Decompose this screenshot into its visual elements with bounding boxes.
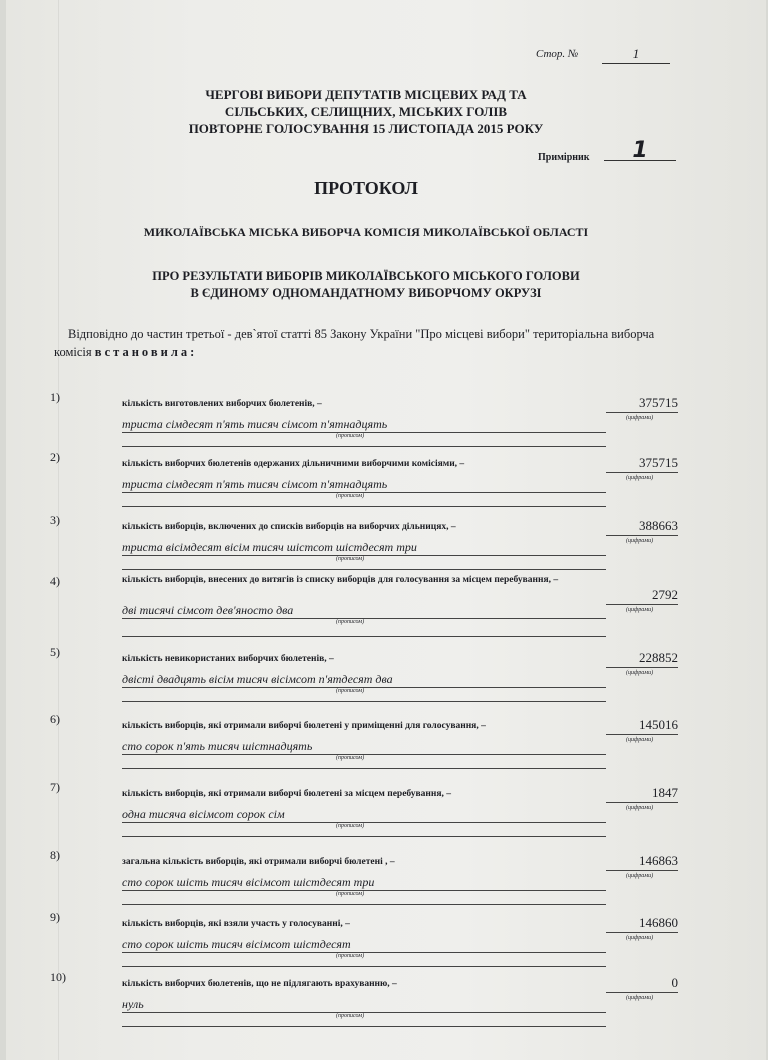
item-label: загальна кількість виборців, які отримали виборчі бюлетені , – bbox=[122, 857, 395, 867]
blank-rule bbox=[122, 446, 606, 447]
item-label: кількість виготовлених виборчих бюлетенів, – bbox=[122, 399, 322, 409]
item-number: 8) bbox=[50, 848, 60, 862]
item-label: кількість виборців, які взяли участь у голосуванні, – bbox=[122, 919, 350, 929]
words-caption: (прописом) bbox=[336, 688, 365, 694]
title-line: СІЛЬСЬКИХ, СЕЛИЩНИХ, МІСЬКИХ ГОЛІВ bbox=[224, 104, 508, 119]
item-value-digits: 375715 bbox=[606, 454, 678, 473]
item-value-digits: 1847 bbox=[606, 784, 678, 803]
item-label: кількість виборців, внесених до витягів із списку виборців для голосування за місцем перебування, – bbox=[122, 575, 559, 585]
copy-label: Примірник bbox=[538, 152, 590, 163]
words-caption: (прописом) bbox=[336, 493, 365, 499]
item-number: 9) bbox=[50, 910, 60, 924]
item-value-digits: 146863 bbox=[606, 852, 678, 871]
protocol-page bbox=[6, 0, 766, 1060]
blank-rule bbox=[122, 701, 606, 702]
digits-caption: (цифрами) bbox=[626, 475, 654, 481]
item-number: 5) bbox=[50, 645, 60, 659]
words-caption: (прописом) bbox=[336, 619, 365, 625]
subject-line: В ЄДИНОМУ ОДНОМАНДАТНОМУ ВИБОРЧОМУ ОКРУЗІ bbox=[190, 286, 542, 300]
digits-caption: (цифрами) bbox=[626, 995, 654, 1001]
blank-rule bbox=[122, 636, 606, 637]
item-value-words: сто сорок шість тисяч вісімсот шістдесят три bbox=[122, 874, 606, 891]
digits-caption: (цифрами) bbox=[626, 538, 654, 544]
blank-rule bbox=[122, 904, 606, 905]
words-caption: (прописом) bbox=[336, 823, 365, 829]
item-value-words: сто сорок шість тисяч вісімсот шістдесят bbox=[122, 936, 606, 953]
intro-text: Відповідно до частин третьої - дев`ятої статті 85 Закону України "Про місцеві вибори" територіальна виборча комісія bbox=[54, 327, 655, 359]
item-value-words: сто сорок п'ять тисяч шістнадцять bbox=[122, 738, 606, 755]
digits-caption: (цифрами) bbox=[626, 935, 654, 941]
copy-number bbox=[538, 138, 648, 163]
title-line: ПОВТОРНЕ ГОЛОСУВАННЯ 15 ЛИСТОПАДА 2015 РОКУ bbox=[188, 121, 544, 136]
page-number-label: Стор. № bbox=[536, 48, 579, 60]
page-number bbox=[536, 46, 640, 61]
words-caption: (прописом) bbox=[336, 556, 365, 562]
intro-paragraph bbox=[54, 325, 694, 361]
blank-rule bbox=[122, 966, 606, 967]
intro-emphasis: встановила: bbox=[94, 345, 198, 359]
item-value-words: триста сімдесят п'ять тисяч сімсот п'ятнадцять bbox=[122, 416, 606, 433]
item-value-words: дві тисячі сімсот дев'яносто два bbox=[122, 602, 606, 619]
title-line: ЧЕРГОВІ ВИБОРИ ДЕПУТАТІВ МІСЦЕВИХ РАД ТА bbox=[205, 87, 527, 102]
document-heading: ПРОТОКОЛ bbox=[314, 178, 418, 198]
digits-caption: (цифрами) bbox=[626, 805, 654, 811]
blank-rule bbox=[122, 1026, 606, 1027]
item-number: 3) bbox=[50, 513, 60, 527]
item-number: 1) bbox=[50, 390, 60, 404]
protocol-item bbox=[6, 574, 766, 634]
item-value-digits: 228852 bbox=[606, 649, 678, 668]
election-title bbox=[136, 86, 596, 137]
words-caption: (прописом) bbox=[336, 1013, 365, 1019]
item-value-words: триста сімдесят п'ять тисяч сімсот п'ятнадцять bbox=[122, 476, 606, 493]
item-value-digits: 0 bbox=[606, 974, 678, 993]
item-label: кількість виборчих бюлетенів одержаних дільничними виборчими комісіями, – bbox=[122, 459, 465, 469]
copy-value-handwritten: 1 bbox=[604, 142, 676, 161]
protocol-item bbox=[6, 390, 766, 450]
commission-name: МИКОЛАЇВСЬКА МІСЬКА ВИБОРЧА КОМІСІЯ МИКОЛАЇВСЬКОЇ ОБЛАСТІ bbox=[143, 225, 589, 239]
item-label: кількість виборців, які отримали виборчі бюлетені у приміщенні для голосування, – bbox=[122, 721, 486, 731]
protocol-item bbox=[6, 450, 766, 510]
blank-rule bbox=[122, 506, 606, 507]
page-number-value: 1 bbox=[602, 46, 670, 64]
item-label: кількість невикористаних виборчих бюлетенів, – bbox=[122, 654, 334, 664]
item-value-digits: 2792 bbox=[606, 586, 678, 605]
item-value-words: нуль bbox=[122, 996, 606, 1013]
item-number: 4) bbox=[50, 574, 60, 588]
item-value-words: триста вісімдесят вісім тисяч шістсот шістдесят три bbox=[122, 539, 606, 556]
blank-rule bbox=[122, 836, 606, 837]
item-value-digits: 146860 bbox=[606, 914, 678, 933]
item-label: кількість виборчих бюлетенів, що не підлягають врахуванню, – bbox=[122, 979, 397, 989]
item-value-digits: 375715 bbox=[606, 394, 678, 413]
item-value-words: одна тисяча вісімсот сорок сім bbox=[122, 806, 606, 823]
protocol-item bbox=[6, 712, 766, 772]
blank-rule bbox=[122, 768, 606, 769]
digits-caption: (цифрами) bbox=[626, 873, 654, 879]
protocol-item bbox=[6, 970, 766, 1030]
item-number: 6) bbox=[50, 712, 60, 726]
digits-caption: (цифрами) bbox=[626, 415, 654, 421]
item-number: 10) bbox=[50, 970, 66, 984]
item-label: кількість виборців, включених до списків виборців на виборчих дільницях, – bbox=[122, 522, 456, 532]
digits-caption: (цифрами) bbox=[626, 670, 654, 676]
words-caption: (прописом) bbox=[336, 755, 365, 761]
protocol-subject bbox=[106, 268, 626, 302]
digits-caption: (цифрами) bbox=[626, 607, 654, 613]
subject-line: ПРО РЕЗУЛЬТАТИ ВИБОРІВ МИКОЛАЇВСЬКОГО МІСЬКОГО ГОЛОВИ bbox=[152, 269, 580, 283]
words-caption: (прописом) bbox=[336, 433, 365, 439]
digits-caption: (цифрами) bbox=[626, 737, 654, 743]
protocol-item bbox=[6, 910, 766, 970]
protocol-item bbox=[6, 780, 766, 840]
protocol-item bbox=[6, 848, 766, 908]
blank-rule bbox=[122, 569, 606, 570]
words-caption: (прописом) bbox=[336, 953, 365, 959]
protocol-item bbox=[6, 513, 766, 573]
item-label: кількість виборців, які отримали виборчі бюлетені за місцем перебування, – bbox=[122, 789, 452, 799]
item-number: 2) bbox=[50, 450, 60, 464]
item-value-words: двісті двадцять вісім тисяч вісімсот п'ятдесят два bbox=[122, 671, 606, 688]
item-value-digits: 145016 bbox=[606, 716, 678, 735]
words-caption: (прописом) bbox=[336, 891, 365, 897]
item-value-digits: 388663 bbox=[606, 517, 678, 536]
item-number: 7) bbox=[50, 780, 60, 794]
protocol-item bbox=[6, 645, 766, 705]
